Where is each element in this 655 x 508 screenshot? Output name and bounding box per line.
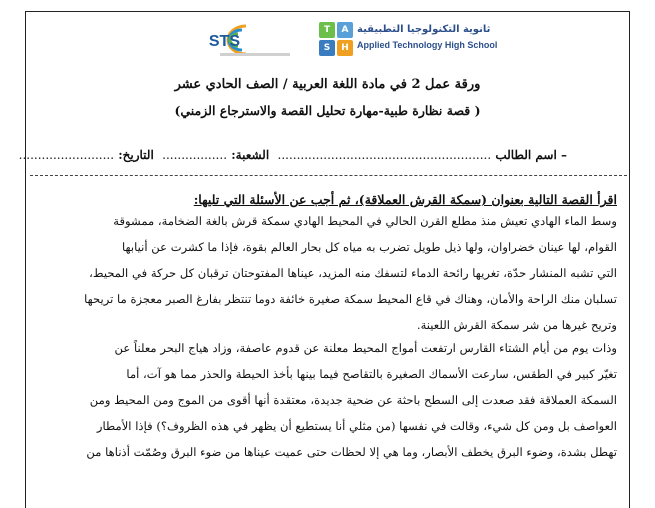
story-paragraph-2 (41, 335, 617, 465)
ats-letter-t: T (319, 22, 335, 38)
story-line: تهطل بشدة، وضوء البرق يخطف الأبصار، وما هي إلا لحظات حتى عميت عيناها من ضوء البرق وصُمّت أذناها من (86, 445, 617, 459)
ats-logo-grid (319, 22, 353, 56)
ats-letter-s: S (319, 40, 335, 56)
story-line: السمكة العملاقة فقد صعدت إلى السطح باحثة عن ضحية جديدة، معتقدة أنها أقوى من الموج ومن المحيط ومن (89, 393, 617, 407)
ats-letter-h: H (337, 40, 353, 56)
story-line: وتريح غيرها من شر سمكة القرش اللعينة. (416, 318, 617, 332)
dashed-divider (30, 175, 627, 176)
sts-logo (208, 20, 302, 60)
story-paragraph-1 (41, 208, 617, 338)
worksheet-title: ورقة عمل 2 في مادة اللغة العربية / الصف الحادي عشر (174, 77, 481, 92)
date-field[interactable]: ......................... (18, 148, 115, 162)
section-field[interactable]: ................. (162, 148, 228, 162)
worksheet-subtitle: ( قصة نظارة طبية-مهارة تحليل القصة والاسترجاع الزمني) (174, 103, 481, 118)
story-line: العواصف بل ومن كل شيء، وقالت في نفسها (من مثلي أنا يستطيع أن يظهر في هذه الظروف؟) فإذا الأمطار (96, 419, 617, 433)
story-line: تغيّر كبير في الطقس، سارعت الأسماك الصغيرة بالتقاصح فيما بينها بأخذ الحيطة والحذر مما هو آت، أما (126, 367, 617, 381)
story-line: وذات يوم من أيام الشتاء القارس ارتفعت أمواج المحيط معلنة عن قدوم عاصفة، وزاد هياج البحر معلناً عن (114, 341, 617, 355)
story-line: تسلبان منك الراحة والأمان، وهناك في قاع المحيط سمكة صغيرة خائفة دوما تنتظر بفارغ الصبر معجزة ما تريحها (84, 292, 617, 306)
ats-letter-a: A (337, 22, 353, 38)
sts-logo-text: STS (208, 33, 240, 50)
section-label: الشعبة: (231, 148, 270, 162)
ats-logo (319, 18, 498, 62)
ats-english-name: Applied Technology High School (357, 40, 498, 50)
story-line: وسط الماء الهادي تعيش منذ مطلع القرن الحالي في المحيط الهادي سمكة قرش بالغة الضخامة، ممشوقة (113, 214, 617, 228)
header-logos (0, 18, 655, 62)
student-info-line (19, 148, 567, 162)
date-label: التاريخ: (118, 148, 154, 162)
student-name-field[interactable]: ........................................................ (277, 148, 492, 162)
story-line: القوام، لها عينان خضراوان، ولها ذيل طويل تضرب به مياه كل بحار العالم بقوة، فإذا ما كشرت عن أنيابها (122, 240, 617, 254)
student-name-label: – اسم الطالب (495, 148, 567, 162)
reading-instruction: اقرأ القصة التالية بعنوان (سمكة القرش العملاقة)، ثم أجب عن الأسئلة التي تليها: (193, 192, 617, 207)
ats-arabic-name: ثانوية التكنولوجيا التطبيقية (357, 24, 491, 35)
story-line: التي تشبه المنشار حدّة، تغريها رائحة الدماء لتسفك منه المزيد، عيناها المفتوحتان ترقبان كل حركة في المحيط، (89, 266, 617, 280)
